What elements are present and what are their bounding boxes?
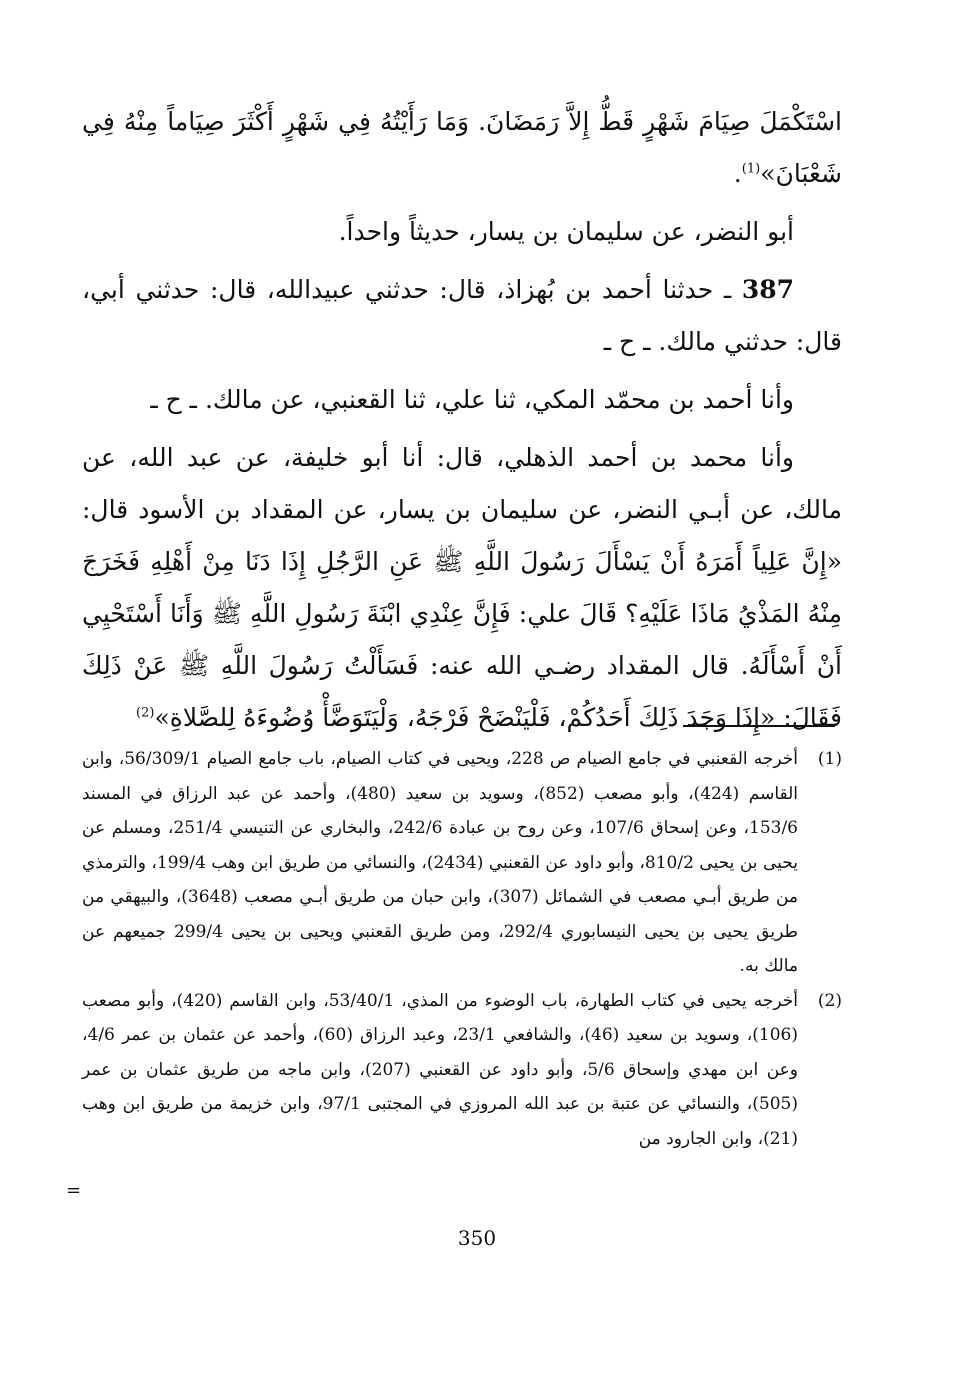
footnote-ref-2[interactable]: (2)	[136, 705, 155, 721]
footnote-2-text: أخرجه يحيى في كتاب الطهارة، باب الوضوء من المذي، 53/40/1، وابن القاسم (420)، وأبو مصعب (106)، وسويد بن سعيد (46)، والشافعي 23/1، وعبد الرزاق (60)، وأحمد عن عثمان بن عمر 4/6، وعن ابن مهدي وإسحاق 5/6، وأبو داود عن القعنبي (207)، وابن ماجه من طريق عثمان بن عمر (505)، والنسائي عن عتبة بن عبد الله المروزي في المجتبى 97/1، وابن خزيمة من طريق ابن وهب (21)، وابن الجارود من	[82, 990, 798, 1149]
footnotes	[82, 742, 842, 1156]
footnote-1-text: أخرجه القعنبي في جامع الصيام ص 228، ويحيى في كتاب الصيام، باب جامع الصيام 56/309/1، وابن القاسم (424)، وأبو مصعب (852)، وسويد بن سعيد (480)، وأحمد عن عبد الرزاق في المسند 153/6، وعن إسحاق 107/6، وعن روح بن عبادة 242/6، والبخاري عن التنيسي 251/4، ومسلم عن يحيى بن يحيى 810/2، وأبو داود عن القعنبي (2434)، والنسائي من طريق ابن وهب 199/4، والترمذي من طريق أبـي مصعب في الشمائل (307)، وابن حبان من طريق أبـي مصعب (3648)، والبيهقي من طريق يحيى بن يحيى النيسابوري 292/4، ومن طريق القعنبي ويحيى بن يحيى 299/4 جميعهم عن مالك به.	[82, 749, 799, 976]
paragraph-5	[82, 432, 842, 744]
main-text	[82, 96, 842, 744]
paragraph-4: وأنا أحمد بن محمّد المكي، ثنا علي، ثنا القعنبي، عن مالك. ـ ح ـ	[150, 385, 794, 414]
footnote-separator	[683, 725, 835, 727]
footnote-ref-1[interactable]: (1)	[741, 161, 761, 177]
footnote-2-number: (2)	[817, 990, 842, 1011]
paragraph-2: أبو النضر، عن سليمان بن يسار، حديثاً واحداً.	[338, 217, 794, 246]
paragraph-5-text: وأنا محمد بن أحمد الذهلي، قال: أنا أبو خليفة، عن عبد الله، عن مالك، عن أبـي النضر، عن سليمان بن يسار، عن المقداد بن الأسود قال: «إِنَّ عَلِياً أَمَرَهُ أَنْ يَسْأَلَ رَسُولَ اللَّهِ ﷺ عَنِ الرَّجُلِ إِذَا دَنَا مِنْ أَهْلِهِ فَخَرَجَ مِنْهُ المَذْيُ مَاذَا عَلَيْهِ؟ قَالَ علي: فَإِنَّ عِنْدِي ابْنَةَ رَسُولِ اللَّهِ ﷺ وَأَنَا أَسْتَحْيِي أَنْ أَسْأَلَهُ. قال المقداد رضـي الله عنه: فَسَأَلْتُ رَسُولَ اللَّهِ ﷺ عَنْ ذَلِكَ فَقَالَ: «إِذَا وَجَدَ ذَلِكَ أَحَدُكُمْ، فَلْيَنْضَحْ فَرْجَهُ، وَلْيَتَوَضَّأْ وُضُوءَهُ لِلصَّلاةِ»	[82, 443, 842, 732]
hadith-387	[82, 264, 842, 368]
hadith-number: 387	[741, 275, 794, 304]
hadith-387-text: ـ حدثنا أحمد بن بُهزاذ، قال: حدثني عبيدالله، قال: حدثني أبي، قال: حدثني مالك. ـ ح ـ	[82, 275, 842, 356]
page-number: 350	[457, 1226, 497, 1250]
footnote-1	[82, 742, 842, 984]
continuation-mark: =	[66, 1180, 82, 1201]
footnote-2	[82, 984, 842, 1157]
paragraph-1-text: اسْتَكْمَلَ صِيَامَ شَهْرٍ قَطُّ إِلاَّ رَمَضَانَ. وَمَا رَأَيْتُهُ فِي شَهْرٍ أَكْثَرَ صِيَاماً مِنْهُ فِي شَعْبَانَ»	[82, 107, 842, 188]
paragraph-1	[82, 96, 842, 200]
paragraph-1-end: .	[733, 159, 742, 188]
footnote-1-number: (1)	[817, 749, 842, 769]
